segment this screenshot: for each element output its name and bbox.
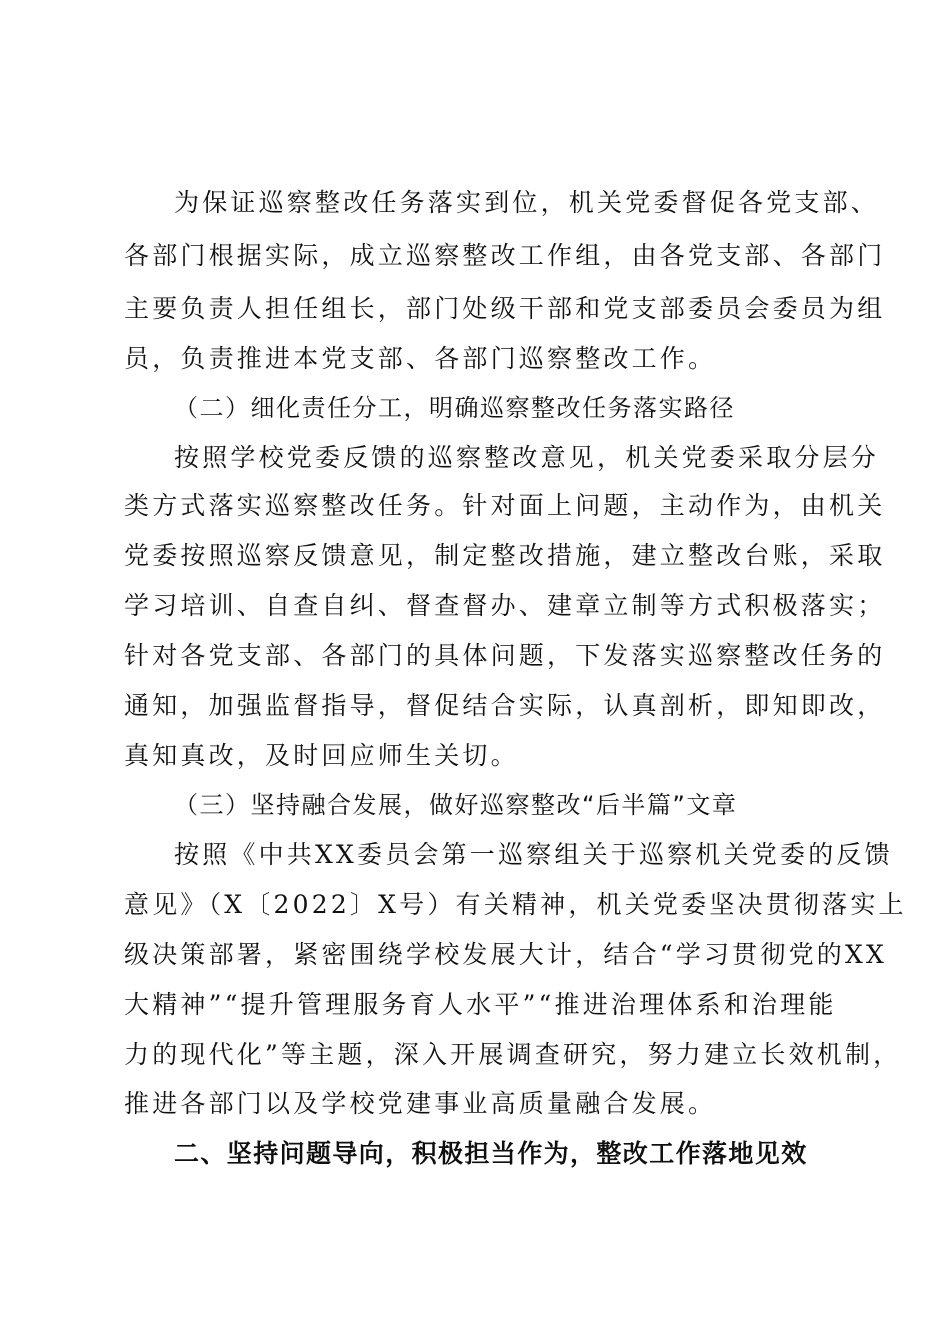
paragraph-3-line-3: 级决策部署，紧密围绕学校发展大计，结合“学习贯彻党的XX bbox=[124, 940, 887, 969]
paragraph-2-line-7: 真知真改，及时回应师生关切。 bbox=[124, 741, 519, 770]
subheading-3: （三）坚持融合发展，做好巡察整改“后半篇”文章 bbox=[174, 791, 738, 819]
paragraph-3-line-6: 推进各部门以及学校党建事业高质量融合发展。 bbox=[124, 1089, 717, 1118]
paragraph-3-line-4: 大精神”“提升管理服务育人水平”“推进治理体系和治理能 bbox=[124, 990, 837, 1019]
paragraph-3-line-5: 力的现代化”等主题，深入开展调查研究，努力建立长效机制， bbox=[124, 1040, 902, 1069]
paragraph-2-line-5: 针对各党支部、各部门的具体问题，下发落实巡察整改任务的 bbox=[124, 641, 886, 670]
paragraph-2-line-4: 学习培训、自查自纠、督查督办、建章立制等方式积极落实； bbox=[124, 591, 886, 620]
paragraph-2-line-1: 按照学校党委反馈的巡察整改意见，机关党委采取分层分 bbox=[174, 443, 880, 472]
paragraph-2-line-6: 通知，加强监督指导，督促结合实际，认真剖析，即知即改， bbox=[124, 691, 886, 720]
section-heading: 二、坚持问题导向，积极担当作为，整改工作落地见效 bbox=[174, 1139, 808, 1168]
paragraph-3-line-1: 按照《中共XX委员会第一巡察组关于巡察机关党委的反馈 bbox=[174, 840, 893, 869]
paragraph-1-line-1: 为保证巡察整改任务落实到位，机关党委督促各党支部、 bbox=[174, 188, 880, 217]
paragraph-1-line-2: 各部门根据实际，成立巡察整改工作组，由各党支部、各部门 bbox=[124, 241, 886, 270]
paragraph-2-line-2: 类方式落实巡察整改任务。针对面上问题，主动作为，由机关 bbox=[124, 491, 886, 520]
paragraph-3-line-2: 意见》（X〔2022〕X号）有关精神，机关党委坚决贯彻落实上 bbox=[124, 890, 907, 919]
paragraph-1-line-3: 主要负责人担任组长，部门处级干部和党支部委员会委员为组 bbox=[124, 294, 886, 323]
subheading-2: （二）细化责任分工，明确巡察整改任务落实路径 bbox=[174, 394, 735, 422]
paragraph-1-line-4: 员，负责推进本党支部、各部门巡察整改工作。 bbox=[124, 344, 717, 373]
paragraph-2-line-3: 党委按照巡察反馈意见，制定整改措施，建立整改台账，采取 bbox=[124, 541, 886, 570]
